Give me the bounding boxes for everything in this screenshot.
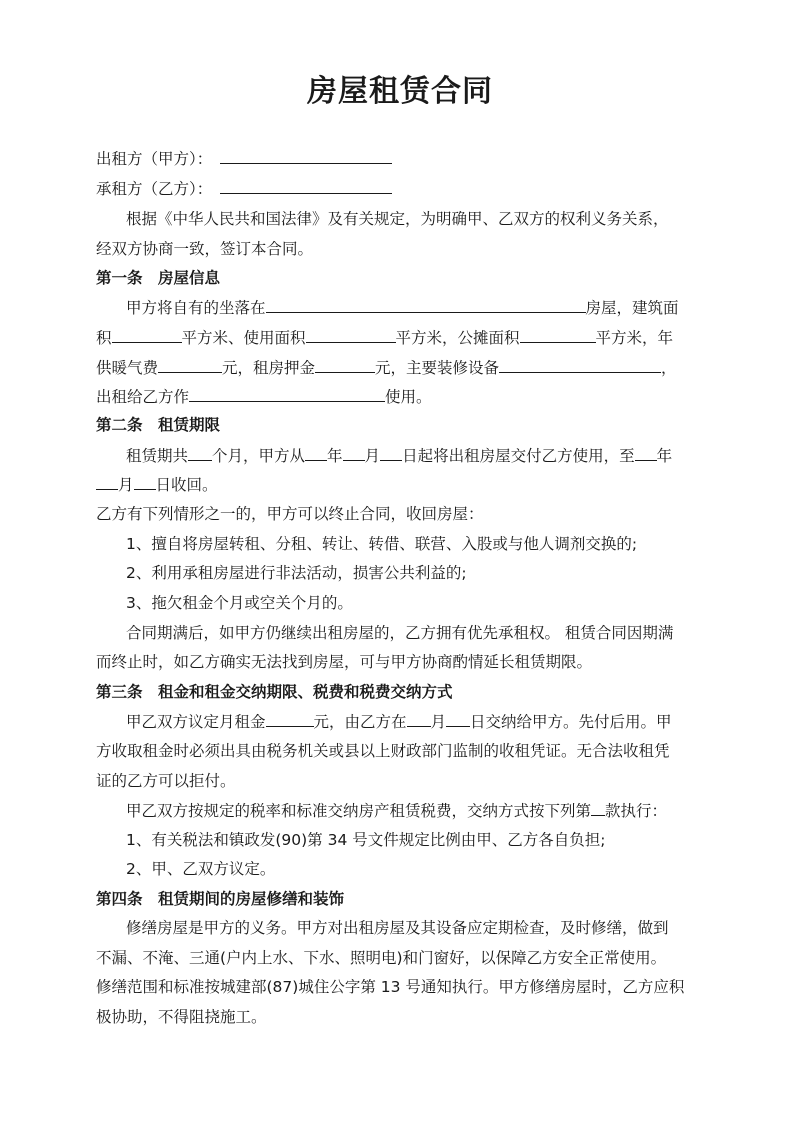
text-segment: 甲乙双方按规定的税率和标准交纳房产租赁税费，交纳方式按下列第	[126, 802, 592, 820]
pay-month-blank[interactable]	[407, 711, 431, 727]
text-segment: 元，租房押金	[222, 359, 316, 377]
end-day-blank[interactable]	[134, 474, 156, 490]
equipment-blank[interactable]	[499, 357, 661, 373]
text-segment: 年	[656, 447, 673, 465]
text-segment: 积	[96, 329, 112, 347]
end-year-blank[interactable]	[635, 445, 657, 461]
text-segment: 平方米、使用面积	[181, 329, 306, 347]
article-3-line-3: 证的乙方可以拒付。	[96, 772, 236, 790]
article-3-line-2: 方收取租金时必须出具由税务机关或县以上财政部门监制的收租凭证。无合法收租凭	[96, 742, 670, 760]
article-1-line-1	[126, 297, 679, 318]
termination-intro: 乙方有下列情形之一的，甲方可以终止合同，收回房屋：	[96, 505, 484, 523]
party-a-blank[interactable]	[220, 148, 392, 164]
article-3-line-1	[126, 711, 672, 732]
text-segment: 个月，甲方从	[212, 447, 306, 465]
party-b-label: 承租方（乙方）：	[96, 180, 213, 198]
article-4-line-4: 极协助，不得阻挠施工。	[96, 1008, 267, 1026]
text-segment: 月	[364, 447, 381, 465]
document-title: 房屋租赁合同	[307, 74, 493, 109]
text-segment: 月	[430, 713, 447, 731]
usable-area-blank[interactable]	[306, 327, 396, 343]
article-1-line-2	[96, 327, 673, 348]
article-2-line-2	[96, 474, 218, 495]
text-segment: 租赁期共	[126, 447, 189, 465]
party-a-line	[96, 148, 392, 169]
party-b-blank[interactable]	[220, 178, 392, 194]
article-4-line-3: 修缮范围和标准按城建部(87)城住公字第 13 号通知执行。甲方修缮房屋时，乙方应积	[96, 978, 685, 996]
shared-area-blank[interactable]	[520, 327, 596, 343]
text-segment: 日收回。	[155, 476, 218, 494]
tax-intro	[126, 800, 667, 821]
termination-item-3: 3、拖欠租金个月或空关个月的。	[126, 594, 353, 612]
text-segment: 日交纳给甲方。先付后用。甲	[470, 713, 672, 731]
article-1-line-3	[96, 357, 677, 378]
text-segment: 甲乙双方议定月租金	[126, 713, 266, 731]
building-area-blank[interactable]	[112, 327, 182, 343]
text-segment: 月	[118, 476, 134, 494]
text-segment: 供暖气费	[96, 359, 159, 377]
article-4-heading: 第四条 租赁期间的房屋修缮和装饰	[96, 890, 345, 908]
article-4-line-1: 修缮房屋是甲方的义务。甲方对出租房屋及其设备应定期检查，及时修缮，做到	[126, 919, 669, 937]
text-segment: ，	[661, 359, 677, 377]
article-1-heading: 第一条 房屋信息	[96, 269, 221, 287]
text-segment: 日起将出租房屋交付乙方使用，至	[402, 447, 635, 465]
monthly-rent-blank[interactable]	[266, 711, 314, 727]
start-day-blank[interactable]	[380, 445, 402, 461]
deposit-blank[interactable]	[315, 357, 375, 373]
text-segment: 出租给乙方作	[96, 388, 190, 406]
text-segment: 元，主要装修设备	[375, 359, 500, 377]
tax-item-1: 1、有关税法和镇政发(90)第 34 号文件规定比例由甲、乙方各自负担;	[126, 831, 606, 849]
termination-item-1: 1、擅自将房屋转租、分租、转让、转借、联营、入股或与他人调剂交换的;	[126, 535, 638, 553]
preamble-line-1: 根据《中华人民共和国法律》及有关规定，为明确甲、乙双方的权利义务关系，	[126, 210, 669, 228]
tax-clause-blank[interactable]	[591, 800, 605, 816]
usage-blank[interactable]	[189, 386, 385, 402]
article-2-line-1	[126, 445, 672, 466]
text-segment: 平方米，年	[595, 329, 674, 347]
months-blank[interactable]	[188, 445, 212, 461]
text-segment: 年	[327, 447, 343, 465]
heating-fee-blank[interactable]	[158, 357, 222, 373]
text-segment: 元，由乙方在	[313, 713, 407, 731]
party-a-label: 出租方（甲方）：	[96, 150, 213, 168]
renewal-line-1: 合同期满后，如甲方仍继续出租房屋的，乙方拥有优先承租权。 租赁合同因期满	[126, 624, 674, 642]
termination-item-2: 2、利用承租房屋进行非法活动，损害公共利益的;	[126, 564, 467, 582]
article-2-heading: 第二条 租赁期限	[96, 416, 221, 434]
text-segment: 平方米，公摊面积	[395, 329, 520, 347]
article-4-line-2: 不漏、不淹、三通(户内上水、下水、照明电)和门窗好，以保障乙方安全正常使用。	[96, 949, 667, 967]
article-1-line-4	[96, 386, 432, 407]
end-month-blank[interactable]	[96, 474, 118, 490]
text-segment: 款执行：	[605, 802, 668, 820]
location-blank[interactable]	[266, 297, 586, 313]
preamble-line-2: 经双方协商一致，签订本合同。	[96, 240, 314, 258]
text-segment: 房屋，建筑面	[585, 299, 679, 317]
text-segment: 甲方将自有的坐落在	[126, 299, 266, 317]
article-3-heading: 第三条 租金和租金交纳期限、税费和税费交纳方式	[96, 683, 453, 701]
party-b-line	[96, 178, 392, 199]
start-year-blank[interactable]	[305, 445, 327, 461]
text-segment: 使用。	[385, 388, 432, 406]
start-month-blank[interactable]	[343, 445, 365, 461]
tax-item-2: 2、甲、乙双方议定。	[126, 860, 276, 878]
pay-day-blank[interactable]	[446, 711, 470, 727]
renewal-line-2: 而终止时，如乙方确实无法找到房屋，可与甲方协商酌情延长租赁期限。	[96, 653, 593, 671]
